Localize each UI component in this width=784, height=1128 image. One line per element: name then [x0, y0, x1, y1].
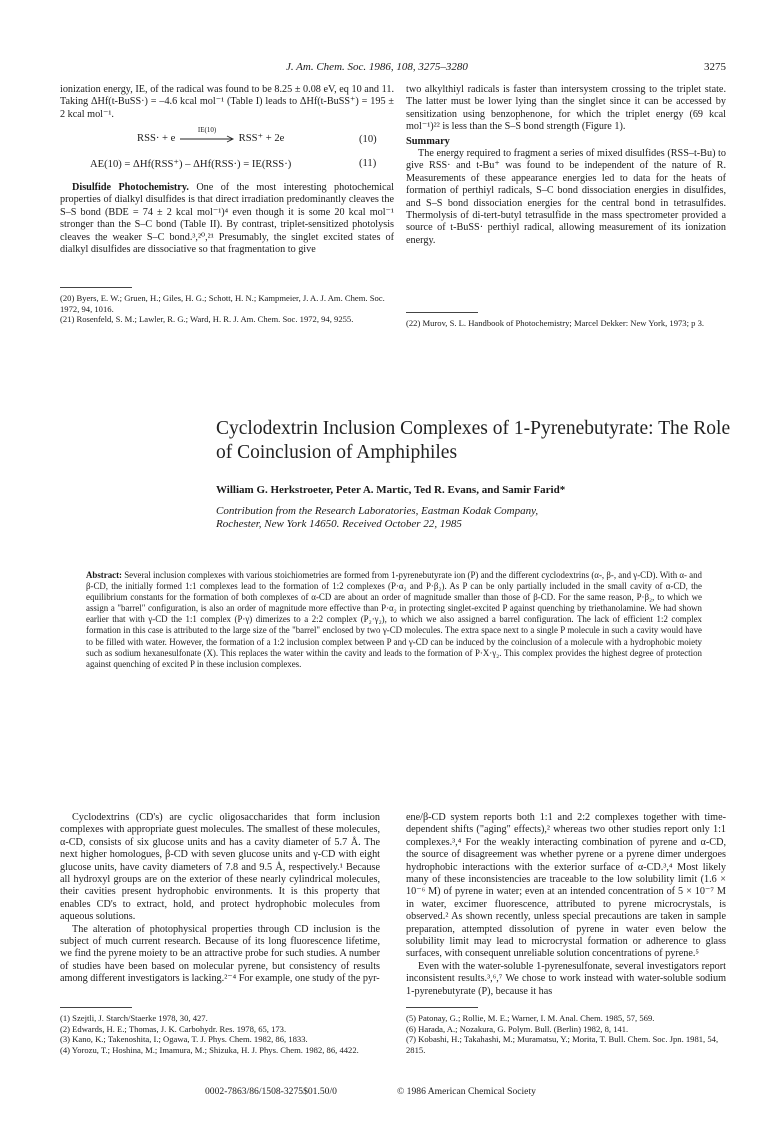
abstract [86, 570, 702, 670]
intro-paragraph-2: The alteration of photophysical properties through CD inclusion is the subject of much current research. Because of its long fluorescence lifetime, we find the pyrene moiety to be an attractive probe for such studies. A number of studies have been based on molecular pyrene, but consistency of results among different investigators is lacking.²⁻⁴ For example, one study of the pyr- [60, 923, 380, 985]
body-right-column [406, 812, 726, 998]
journal-citation: J. Am. Chem. Soc. 1986, 108, 3275–3280 [286, 61, 468, 73]
summary-heading: Summary [406, 135, 450, 147]
affiliation-line-2: Rochester, New York 14650. Received October 22, 1985 [216, 518, 462, 530]
equation-10 [137, 125, 285, 144]
reaction-arrow-icon [178, 135, 236, 143]
equation-11: AE(10) = ΔHf(RSS⁺) – ΔHf(RSS·) = IE(RSS·) [90, 159, 292, 170]
footnote-20: (20) Byers, E. W.; Gruen, H.; Giles, H. G.; Schott, H. N.; Kampmeier, J. A. J. Am. Chem. Soc. 1972, 94, 1016. [60, 293, 385, 314]
footnote-rule-top-right [406, 312, 478, 313]
prev-paragraph-ionization: ionization energy, IE, of the radical was found to be 8.25 ± 0.08 eV, eq 10 and 11. Taking ΔHf(t-BuSS·) = –4.6 kcal mol⁻¹ (Table I) leads to ΔHf(t-BuSS⁺) = 195 ± 2 kcal mol⁻¹. [60, 84, 394, 120]
eq10-rhs: RSS⁺ + 2e [238, 133, 285, 144]
prev-article-left-column [60, 84, 394, 121]
disulfide-photochem-paragraph [60, 182, 394, 256]
article-affiliation [216, 505, 538, 531]
intro-paragraph-3: ene/β-CD system reports both 1:1 and 2:2 complexes together with time-dependent shifts ("aging" effects),² whereas two other studies report only 1:1 complexes.³,⁴ For the weakly interacting combination of pyrene and α-CD, the source of disagreement was whether pyrene or a pyrene dimer undergoes hydrophobic interactions with the exterior surface of α-CD.³,⁴ Most likely many of these inconsistencies are traceable to the low solubility limit (1.6 × 10⁻⁶ M) of pyrene in water; even at an intended concentration of 5 × 10⁻⁷ M in water, excimer fluorescence, attributed to pyrene microcrystals, is observed.² As shown recently, unless special precautions are taken in sample preparation, attempted dissolution of pyrene in water even below the solubility limit may lead to microcrystal formation or adherence to glass surfaces, with consequent unreliable solution concentrations of pyrene.⁵ [406, 812, 726, 960]
eq10-arrow-label: IE(10) [197, 125, 217, 134]
footnote-1: (1) Szejtli, J. Starch/Staerke 1978, 30, 427. [60, 1013, 208, 1023]
footnote-2: (2) Edwards, H. E.; Thomas, J. K. Carbohydr. Res. 1978, 65, 173. [60, 1023, 287, 1034]
footnotes-bottom-left [60, 1013, 380, 1055]
body-left-column [60, 812, 380, 986]
footnote-rule-top-left [60, 287, 132, 288]
affiliation-line-1: Contribution from the Research Laboratories, Eastman Kodak Company, [216, 505, 539, 517]
footnote-21: (21) Rosenfeld, S. M.; Lawler, R. G.; Ward, H. R. J. Am. Chem. Soc. 1972, 94, 9255. [60, 314, 354, 325]
runin-heading-disulfide: Disulfide Photochemistry. [72, 182, 189, 193]
issn-code: 0002-7863/86/1508-3275$01.50/0 [205, 1086, 337, 1097]
footnote-5: (5) Patonay, G.; Rollie, M. E.; Warner, I. M. Anal. Chem. 1985, 57, 569. [406, 1013, 655, 1023]
copyright-notice: © 1986 American Chemical Society [397, 1086, 536, 1097]
intro-paragraph-1: Cyclodextrins (CD's) are cyclic oligosaccharides that form inclusion complexes with appropriate guest molecules. The smallest of these molecules, α-CD, consists of six glucose units and has a cavity diameter of 5.7 Å. The next higher homologues, β-CD with seven glucose units and γ-CD with eight glucose units, have cavity diameters of 7.8 and 9.5 Å, respectively.¹ Because all hydroxyl groups are on the exterior of these nearly cylindrical molecules, their cavities present hydrophobic environments. It is this property that enables CD's to extract, hold, and protect hydrophobic molecules from aqueous solutions. [60, 812, 380, 923]
page-number: 3275 [704, 61, 726, 73]
eq10-arrow [178, 125, 236, 143]
prev-paragraph-triplet: two alkylthiyl radicals is faster than intersystem crossing to the triplet state. The latter must be lower lying than the singlet since it can be accessed by sensitization using benzophenone, for which the triplet energy (69 kcal mol⁻¹)²² is less than the S–S bond strength (Figure 1). [406, 84, 726, 133]
eq10-lhs: RSS· + e [137, 133, 176, 144]
footnote-3: (3) Kano, K.; Takenoshita, I.; Ogawa, T. J. Phys. Chem. 1982, 86, 1833. [60, 1034, 308, 1045]
footnote-rule-bottom-left [60, 1007, 132, 1008]
footnotes-top-left [60, 293, 394, 325]
eq11-number: (11) [359, 158, 377, 169]
prev-article-right-column [406, 84, 726, 247]
footnote-7: (7) Kobashi, H.; Takahashi, M.; Muramatsu, Y.; Morita, T. Bull. Chem. Soc. Jpn. 1981, 54, 2815. [406, 1034, 719, 1055]
eq10-number: (10) [359, 134, 377, 145]
footnote-4: (4) Yorozu, T.; Hoshina, M.; Imamura, M.; Shizuka, H. J. Phys. Chem. 1982, 86, 4422. [60, 1044, 359, 1055]
footnote-rule-bottom-right [406, 1007, 478, 1008]
intro-paragraph-4: Even with the water-soluble 1-pyrenesulfonate, several investigators report inconsistent results.³,⁶,⁷ We chose to work instead with water-soluble sodium 1-pyrenebutyrate (P), because it has [406, 960, 726, 997]
footnote-22: (22) Murov, S. L. Handbook of Photochemistry; Marcel Dekker: New York, 1973; p 3. [406, 318, 705, 328]
summary-paragraph: The energy required to fragment a series of mixed disulfides (RSS–t-Bu) to give RSS· and t-Bu⁺ was found to be independent of the nature of R. Measurements of these appearance energies led to data for the heats of formation of perthiyl radicals, S–C bond dissociation energies in disulfides, and S–S bond dissociation energies for the central bond in tetrasulfides. Thermolysis of di-tert-butyl tetrasulfide in the mass spectrometer provided a source of t-BuSS· perthiyl radical, allowing measurement of its ionization energy. [406, 148, 726, 246]
footnote-6: (6) Harada, A.; Nozakura, G. Polym. Bull. (Berlin) 1982, 8, 141. [406, 1023, 629, 1034]
abstract-text: Several inclusion complexes with various stoichiometries are formed from 1-pyrenebutyrate ion (P) and the different cyclodextrins (α-, β-, and γ-CD). With α- and β-CD, the initially formed 1:1 complexes lead to the formation of 1:2 complexes (P·α₂ and P·β₂). As P can be only partially included in the small cavity of α-CD, the equilibrium constants for the formation of both complexes of α-CD are about an order of magnitude smaller than those of β-CD. For the same reason, P·β₂, to which we assign a "barrel" configuration, is also an order of magnitude more effective than P·α₂ in protecting singlet-excited P against quenching by triethanolamine. We had shown earlier that with γ-CD the 1:1 complex (P·γ) dimerizes to a 2:2 complex (P₂·γ₂), to which we also assigned a barrel configuration. The lack of efficient 1:2 complex formation in this case is attributed to the large size of the "barrel" enclosed by two γ-CD molecules. The extra space next to a single P molecule in such a cavity would have to be filled with water. However, the formation of a 1:2 inclusion complex between P and γ-CD can be induced by the coinclusion of a molecule with a hydrophobic moiety such as sodium hexanesulfonate (X). This replaces the water within the cavity and leads to the formation of P·X·γ₂. This complex provides the highest degree of protection against quenching of excited P in these inclusion complexes. [86, 570, 702, 669]
abstract-label: Abstract: [86, 570, 122, 580]
disulfide-photochem-text: One of the most interesting photochemical properties of dialkyl disulfides is that direct irradiation predominantly cleaves the S–S bond (BDE = 74 ± 2 kcal mol⁻¹)⁴ even though it is some 20 kcal mol⁻¹ stronger than the S–C bond (Table II). By contrast, triplet-sensitized photolysis cleaves the weaker S–C bond.³,²⁰,²¹ Presumably, the singlet excited states of dialkyl disulfides are dissociative so that fragmentation to give [60, 182, 394, 256]
article-authors: William G. Herkstroeter, Peter A. Martic, Ted R. Evans, and Samir Farid* [216, 484, 566, 496]
article-title: Cyclodextrin Inclusion Complexes of 1-Pyrenebutyrate: The Role of Coinclusion of Amphiphiles [216, 418, 731, 463]
footnotes-top-right [406, 318, 726, 329]
footnotes-bottom-right [406, 1013, 726, 1055]
